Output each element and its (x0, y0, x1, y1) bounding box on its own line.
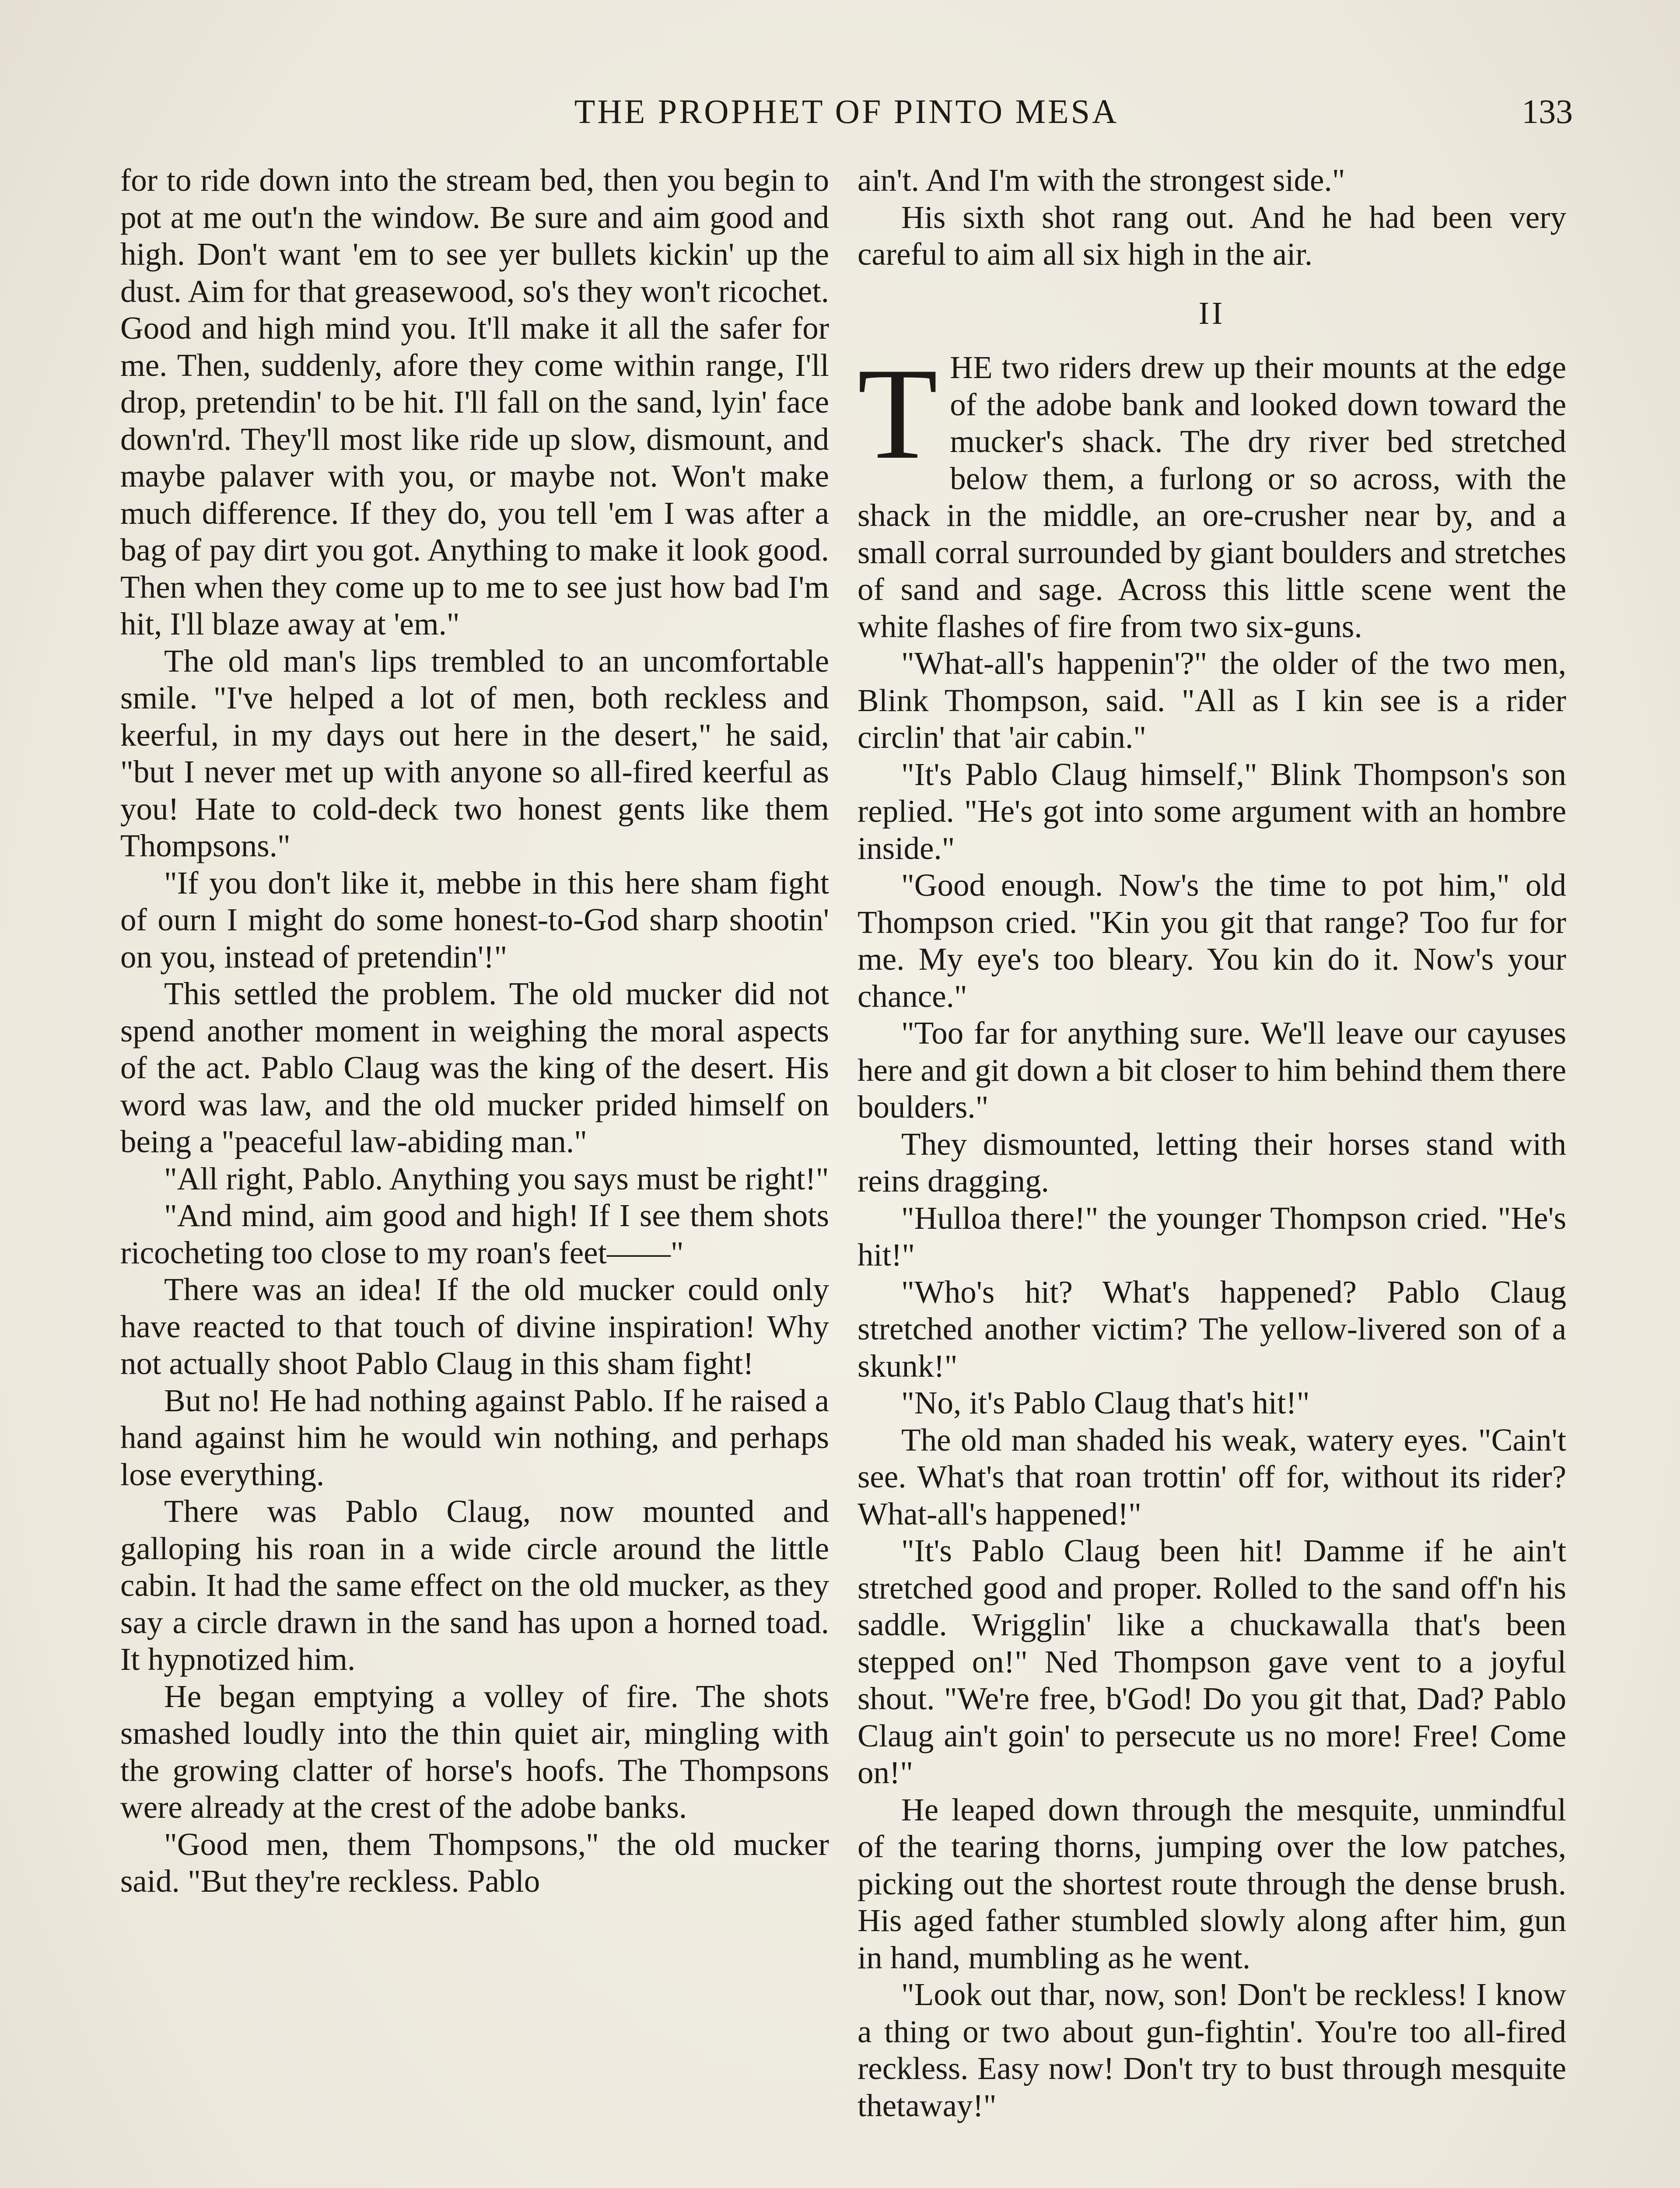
paragraph: "And mind, aim good and high! If I see them shots ricocheting too close to my roan's feet——" (120, 1198, 829, 1270)
paragraph: ain't. And I'm with the strongest side." (858, 162, 1345, 198)
left-column (120, 162, 829, 1900)
paragraph: "Hulloa there!" the younger Thompson cried. "He's hit!" (858, 1200, 1566, 1273)
paragraph: His sixth shot rang out. And he had been very careful to aim all six high in the air. (858, 199, 1566, 272)
paragraph: "If you don't like it, mebbe in this here sham fight of ourn I might do some honest-to-God sharp shootin' on you, instead of pretendin'!" (120, 865, 829, 975)
paragraph: "Good men, them Thompsons," the old mucker said. "But they're reckless. Pablo (120, 1826, 829, 1899)
paragraph: There was an idea! If the old mucker could only have reacted to that touch of divine inspiration! Why not actually shoot Pablo Claug in this sham fight! (120, 1272, 829, 1381)
drop-cap: T (858, 341, 938, 486)
paragraph: He began emptying a volley of fire. The shots smashed loudly into the thin quiet air, mingling with the growing clatter of horse's hoofs. The Thompsons were already at the crest of the adobe banks. (120, 1678, 829, 1825)
paragraph: "It's Pablo Claug been hit! Damme if he ain't stretched good and proper. Rolled to the sand off'n his saddle. Wrigglin' like a chuckawalla that's been stepped on!" Ned Thompson gave vent to a joyful shout. "We're free, b'God! Do you git that, Dad? Pablo Claug ain't goin' to persecute us no more! Free! Come on!" (858, 1533, 1566, 1790)
section-opening-paragraph (858, 341, 1566, 645)
paragraph: "What-all's happenin'?" the older of the two men, Blink Thompson, said. "All as I kin see is a rider circlin' that 'air cabin." (858, 645, 1566, 755)
paragraph: But no! He had nothing against Pablo. If he raised a hand against him he would win nothing, and perhaps lose everything. (120, 1382, 829, 1492)
paragraph: for to ride down into the stream bed, then you begin to pot at me out'n the window. Be sure and aim good and high. Don't want 'em to see yer bullets kickin' up the dust. Aim for that greasewood, so's they won't ricochet. Good and high mind you. It'll make it all the safer for me. Then, suddenly, afore they come within range, I'll drop, pretendin' to be hit. I'll fall on the sand, lyin' face down'rd. They'll most like ride up slow, dismount, and maybe palaver with you, or maybe not. Won't make much difference. If they do, you tell 'em I was after a bag of pay dirt you got. Anything to make it look good. Then when they come up to me to see just how bad I'm hit, I'll blaze away at 'em." (120, 162, 829, 642)
paragraph: "Too far for anything sure. We'll leave our cayuses here and git down a bit closer to him behind them there boulders." (858, 1015, 1566, 1125)
running-title: THE PROPHET OF PINTO MESA (574, 92, 1119, 130)
paragraph: "Who's hit? What's happened? Pablo Claug stretched another victim? The yellow-livered son of a skunk!" (858, 1274, 1566, 1384)
paragraph: "It's Pablo Claug himself," Blink Thompson's son replied. "He's got into some argument with an hombre inside." (858, 756, 1566, 866)
paragraph: He leaped down through the mesquite, unmindful of the tearing thorns, jumping over the low patches, picking out the shortest route through the dense brush. His aged father stumbled slowly along after him, gun in hand, mumbling as he went. (858, 1792, 1566, 1975)
page-number: 133 (1522, 92, 1573, 130)
section-number: II (1198, 295, 1225, 331)
paragraph: "All right, Pablo. Anything you says must be right!" (164, 1161, 829, 1196)
paragraph: They dismounted, letting their horses stand with reins dragging. (858, 1126, 1566, 1199)
paragraph: The old man shaded his weak, watery eyes. "Cain't see. What's that roan trottin' off for, without its rider? What-all's happened!" (858, 1422, 1566, 1532)
paragraph: The old man's lips trembled to an uncomfortable smile. "I've helped a lot of men, both reckless and keerful, in my days out here in the desert," he said, "but I never met up with anyone so all-fired keerful as you! Hate to cold-deck two honest gents like them Thompsons." (120, 643, 829, 863)
opening-text: HE two riders drew up their mounts at the edge of the adobe bank and looked down toward the mucker's shack. The dry river bed stretched below them, a furlong or so across, with the shack in the middle, an ore-crusher near by, and a small corral surrounded by giant boulders and stretches of sand and sage. Across this little scene went the white flashes of fire from two six-guns. (858, 350, 1566, 644)
paragraph: "Look out thar, now, son! Don't be reckless! I know a thing or two about gun-fightin'. You're too all-fired reckless. Easy now! Don't try to bust through mesquite thetaway!" (858, 1977, 1566, 2123)
paragraph: This settled the problem. The old mucker did not spend another moment in weighing the moral aspects of the act. Pablo Claug was the king of the desert. His word was law, and the old mucker prided himself on being a "peaceful law-abiding man." (120, 976, 829, 1159)
right-column (858, 162, 1566, 2124)
paragraph: There was Pablo Claug, now mounted and galloping his roan in a wide circle around the little cabin. It had the same effect on the old mucker, as they say a circle drawn in the sand has upon a horned toad. It hypnotized him. (120, 1494, 829, 1677)
paragraph: "No, it's Pablo Claug that's hit!" (901, 1385, 1310, 1420)
running-head (120, 92, 1573, 140)
paragraph: "Good enough. Now's the time to pot him," old Thompson cried. "Kin you git that range? Too fur for me. My eye's too bleary. You kin do it. Now's your chance." (858, 867, 1566, 1014)
